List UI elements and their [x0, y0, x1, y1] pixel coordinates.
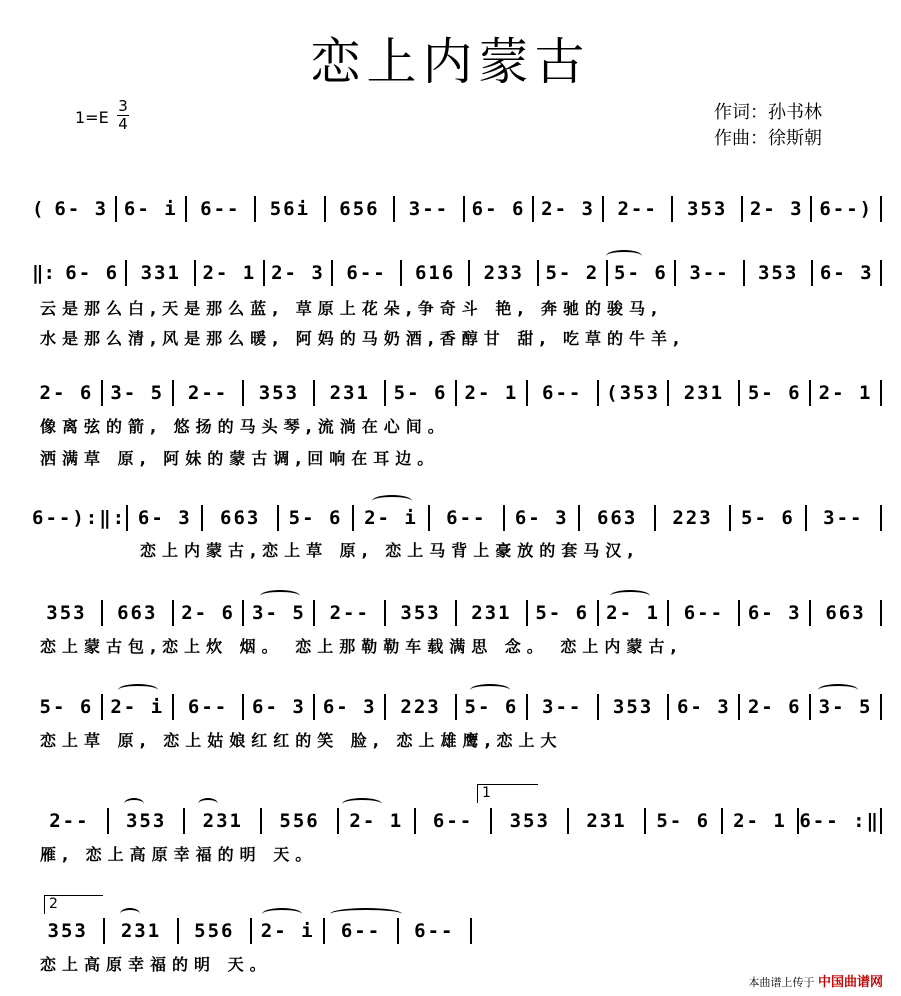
score-row-7 [32, 808, 882, 834]
barline [470, 918, 472, 944]
measure: 231 [586, 810, 627, 832]
score-row-4 [32, 505, 882, 531]
measure: 656 [339, 198, 380, 220]
measure: 2- 3 [541, 198, 595, 220]
measure: 6- 3 [676, 696, 731, 718]
measure: 5- 6 [393, 382, 448, 404]
measure: 616 [414, 262, 456, 284]
measure: 6-- [187, 696, 229, 718]
lyric-line-4: 洒满草 原, 阿妹的蒙古调,回响在耳边。 [40, 449, 440, 468]
lyric-line-7: 恋上草 原, 恋上姑娘红红的笑 脸, 恋上雄鹰,恋上大 [40, 731, 563, 750]
measure: 231 [120, 920, 162, 942]
slur [470, 684, 510, 696]
time-signature [117, 98, 129, 133]
measure: 2-- [617, 198, 658, 220]
measure: 6-- [542, 382, 583, 404]
slur [118, 684, 158, 696]
volta-1: 1 [477, 784, 538, 803]
measure: 6-- [340, 920, 382, 942]
measure: 2- 1 [202, 262, 257, 284]
row-start-mark: ( [32, 198, 44, 220]
song-title: 恋上内蒙古 [310, 33, 591, 91]
lyric-line-9: 恋上高原幸福的明 天。 [40, 955, 272, 974]
measure: 2- 1 [349, 810, 404, 832]
time-signature-top: 3 [118, 97, 128, 115]
measure: 2- 3 [271, 262, 325, 284]
measure: 6-- :‖ [799, 810, 880, 832]
measure: 233 [483, 262, 524, 284]
measure: 3- 5 [110, 382, 165, 404]
measure: 6-- [683, 602, 725, 624]
measure: 6- 3 [747, 602, 802, 624]
measure: 5- 6 [747, 382, 802, 404]
measure: 223 [672, 507, 713, 529]
slur [342, 798, 382, 810]
measure: 3- 5 [818, 696, 873, 718]
measure: 353 [686, 198, 728, 220]
slur [330, 908, 402, 920]
footer-site-logo: 中国曲谱网 [817, 975, 883, 990]
measure: 231 [471, 602, 512, 624]
measure: 6-- [446, 507, 487, 529]
measure: 5- 2 [545, 262, 600, 284]
measure: 2- 1 [818, 382, 873, 404]
measure: 663 [596, 507, 638, 529]
score-row-8 [32, 918, 472, 944]
measure: 331 [140, 262, 181, 284]
slur [198, 798, 218, 810]
measure: 663 [117, 602, 158, 624]
measure: 663 [825, 602, 866, 624]
lyric-line-8: 雁, 恋上高原幸福的明 天。 [40, 845, 318, 864]
measure: 353 [757, 262, 799, 284]
measure: 556 [194, 920, 235, 942]
measure: 2- 1 [733, 810, 787, 832]
measure: 5- 6 [614, 262, 668, 284]
measure: 6-- [346, 262, 387, 284]
measure: 6- 3 [252, 696, 306, 718]
measure: 3-- [823, 507, 864, 529]
measure: 353 [612, 696, 654, 718]
barline [880, 380, 882, 406]
measure: 6-- [414, 920, 455, 942]
measure: 231 [683, 382, 725, 404]
slur [262, 908, 302, 920]
measure: 2- 3 [749, 198, 804, 220]
measure: 6- 3 [322, 696, 377, 718]
slur [372, 495, 412, 507]
measure: 5- 6 [39, 696, 94, 718]
slur [124, 798, 144, 810]
measure: 6- 3 [514, 507, 569, 529]
measure: 6- 3 [137, 507, 192, 529]
measure: 2- i [110, 696, 165, 718]
measure: 2- 6 [747, 696, 802, 718]
barline [880, 600, 882, 626]
measure: 2- 6 [181, 602, 235, 624]
measure: 3- 5 [252, 602, 306, 624]
measure: 6-- [200, 198, 241, 220]
measure: 353 [125, 810, 167, 832]
slur [610, 590, 650, 602]
footer-text: 本曲谱上传于 [748, 976, 815, 989]
measure: 663 [220, 507, 261, 529]
row-start-mark: ‖: [32, 262, 55, 284]
measure: 353 [509, 810, 550, 832]
measure: 6- 3 [54, 198, 109, 220]
lyricist: 作词：孙书林 [714, 102, 822, 123]
score-row-1 [32, 196, 882, 222]
measure: 223 [400, 696, 441, 718]
volta-2: 2 [44, 895, 103, 914]
measure: 2- 6 [39, 382, 94, 404]
barline [880, 694, 882, 720]
measure: 353 [258, 382, 300, 404]
lyric-line-6: 恋上蒙古包,恋上炊 烟。 恋上那勒勒车载满思 念。 恋上内蒙古, [40, 637, 683, 656]
measure: 6- i [123, 198, 178, 220]
measure: 353 [400, 602, 441, 624]
barline [880, 505, 882, 531]
slur [606, 250, 642, 262]
score-row-5 [32, 600, 882, 626]
credits [714, 100, 822, 152]
measure: 6-- [432, 810, 474, 832]
measure: 5- 6 [288, 507, 343, 529]
slur [260, 590, 300, 602]
measure: 5- 6 [535, 602, 590, 624]
lyric-line-1: 云是那么白,天是那么蓝, 草原上花朵,争奇斗 艳, 奔驰的骏马, [40, 299, 664, 318]
barline [880, 808, 882, 834]
composer: 作曲：徐斯朝 [714, 128, 822, 149]
footer [748, 971, 883, 990]
measure: 2-- [187, 382, 229, 404]
measure: 556 [279, 810, 320, 832]
score-row-6 [32, 694, 882, 720]
measure: 56i [269, 198, 311, 220]
score-row-3 [32, 380, 882, 406]
measure: 6--) [819, 198, 874, 220]
measure: 6--):‖: [32, 507, 127, 529]
measure: 353 [47, 920, 88, 942]
measure: 6- 6 [65, 262, 120, 284]
lyric-line-5: 恋上内蒙古,恋上草 原, 恋上马背上豪放的套马汉, [140, 541, 640, 560]
measure: 2-- [49, 810, 90, 832]
measure: 5- 6 [741, 507, 795, 529]
slur [818, 684, 858, 696]
measure: 2- 1 [606, 602, 660, 624]
barline [880, 196, 882, 222]
measure: 3-- [689, 262, 730, 284]
lyric-line-3: 像离弦的箭, 悠扬的马头琴,流淌在心间。 [40, 417, 450, 436]
barline [880, 260, 882, 286]
measure: 5- 6 [656, 810, 711, 832]
measure: 2- i [260, 920, 315, 942]
measure: 5- 6 [464, 696, 519, 718]
measure: 2- 1 [464, 382, 519, 404]
measure: (353 [606, 382, 660, 404]
slur [120, 908, 140, 920]
lyric-line-2: 水是那么清,风是那么暖, 阿妈的马奶酒,香醇甘 甜, 吃草的牛羊, [40, 329, 686, 348]
measure: 2- i [364, 507, 418, 529]
measure: 6- 3 [819, 262, 874, 284]
measure: 231 [329, 382, 370, 404]
measure: 353 [46, 602, 87, 624]
key-signature: 1=E [75, 108, 109, 127]
measure: 6- 6 [471, 198, 526, 220]
measure: 231 [202, 810, 243, 832]
time-signature-bottom: 4 [118, 115, 128, 133]
measure: 3-- [542, 696, 583, 718]
measure: 2-- [329, 602, 370, 624]
measure: 3-- [408, 198, 450, 220]
score-row-2 [32, 260, 882, 286]
